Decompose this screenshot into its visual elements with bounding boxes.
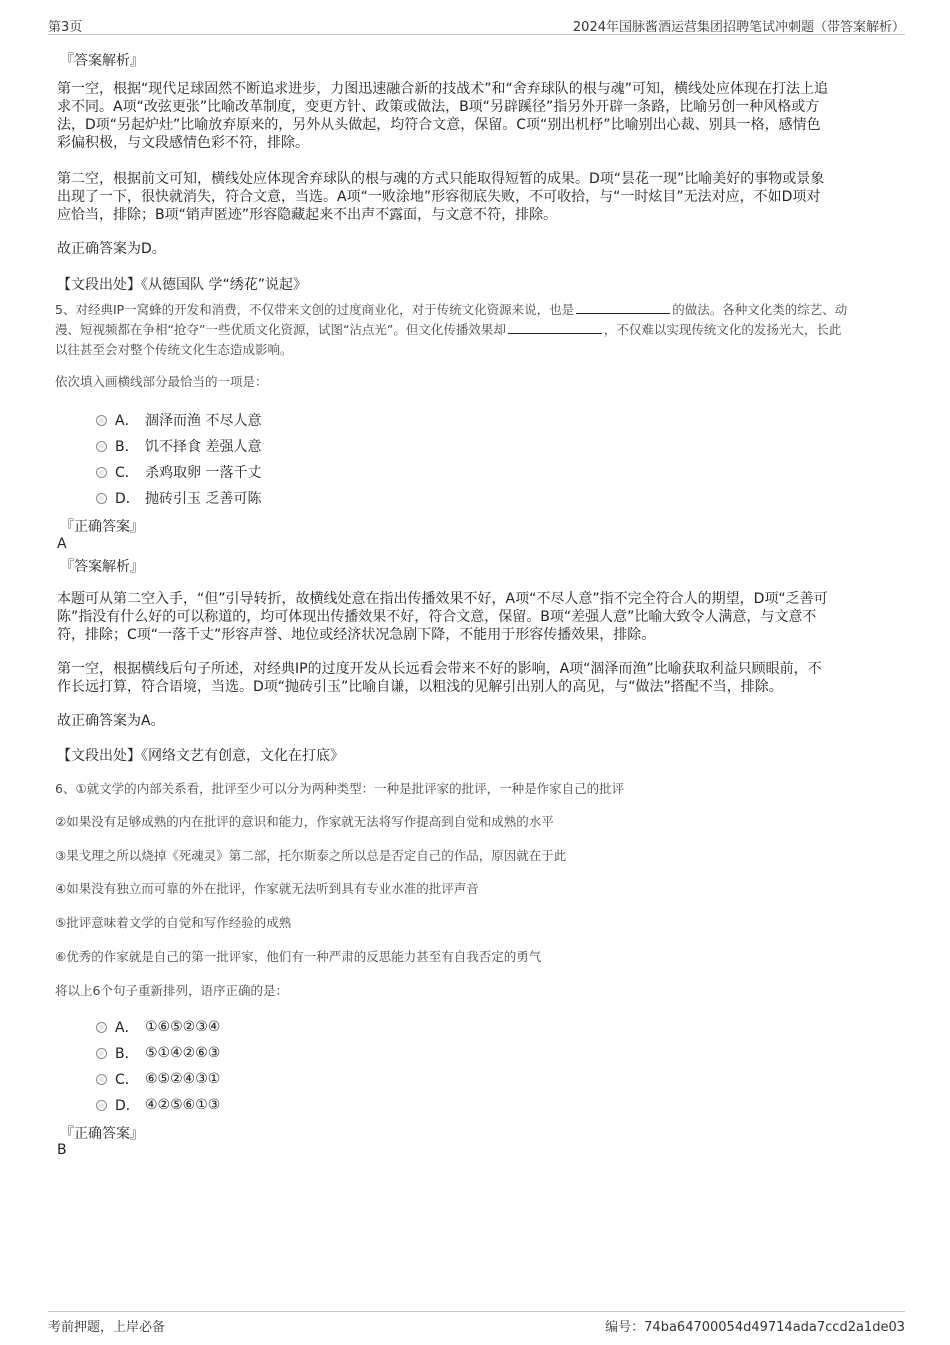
question-instruction: 将以上6个句子重新排列，语序正确的是： — [55, 983, 288, 998]
question-6-sentence-5: ⑤批评意味着文学的自觉和写作经验的成熟 — [55, 915, 292, 930]
radio-icon[interactable] — [96, 415, 107, 426]
question-6-sentence-4: ④如果没有独立而可靠的外在批评，作家就无法听到具有专业水准的批评声音 — [55, 881, 479, 896]
correct-answer-label: 『正确答案』 — [60, 519, 144, 535]
option-c[interactable]: C． 杀鸡取卵 一落千丈 — [96, 462, 261, 482]
document-code: 编号：74ba64700054d49714ada7ccd2a1de03 — [605, 1320, 905, 1335]
text-line: 以往甚至会对整个传统文化生态造成影响。 — [55, 342, 293, 357]
option-b[interactable]: B． 饥不择食 差强人意 — [96, 436, 261, 456]
option-d[interactable]: D． ④②⑤⑥①③ — [96, 1095, 220, 1115]
option-c[interactable]: C． ⑥⑤②④③① — [96, 1069, 220, 1089]
text-line: 应恰当，排除；B项“销声匿迹”形容隐藏起来不出声不露面，与文意不符，排除。 — [57, 207, 558, 223]
correct-answer-value: A — [57, 536, 67, 552]
question-5-stem — [55, 300, 905, 360]
document-title: 2024年国脉酱酒运营集团招聘笔试冲刺题（带答案解析） — [572, 20, 905, 35]
text-line: 出现了一下，很快就消失，符合文意，当选。A项“一败涂地”形容彻底失败，不可收拾，与“一时炫目”无法对应，不如D项对 — [57, 189, 821, 205]
page-number: 第3页 — [48, 20, 83, 35]
analysis-paragraph — [57, 660, 897, 696]
radio-icon[interactable] — [96, 1100, 107, 1111]
option-a[interactable]: A． 涸泽而渔 不尽人意 — [96, 410, 261, 430]
radio-icon[interactable] — [96, 441, 107, 452]
page-header — [48, 12, 905, 35]
question-6-sentence-6: ⑥优秀的作家就是自己的第一批评家，他们有一种严肃的反思能力甚至有自我否定的勇气 — [55, 949, 542, 964]
answer-conclusion — [57, 712, 165, 730]
text-line: 本题可从第二空入手，“但”引导转折，故横线处意在指出传播效果不好，A项“不尽人意”指不完全符合人的期望，D项“乏善可 — [57, 591, 828, 607]
fill-blank — [508, 321, 602, 334]
text-line: 符，排除；C项“一落千丈”形容声誉、地位或经济状况急剧下降，不能用于形容传播效果，排除。 — [57, 627, 656, 643]
source-citation: 【文段出处】《网络文艺有创意，文化在打底》 — [57, 748, 344, 764]
text-line: 漫、短视频都在争相“抢夺”一些优质文化资源，试图“沾点光”。但文化传播效果却 ，不仅难以实现传统文化的发扬光大，长此 — [55, 322, 842, 337]
fill-blank — [576, 301, 670, 314]
footer-slogan: 考前押题，上岸必备 — [48, 1320, 166, 1335]
text-line: 第二空，根据前文可知，横线处应体现舍弃球队的根与魂的方式只能取得短暂的成果。D项“昙花一现”比喻美好的事物或景象 — [57, 171, 825, 187]
correct-answer-value: B — [57, 1142, 67, 1158]
option-d[interactable]: D． 抛砖引玉 乏善可陈 — [96, 488, 261, 508]
text-line: 求不同。A项“改弦更张”比喻改革制度，变更方针、政策或做法，B项“另辟蹊径”指另外开辟一条路，比喻另创一种风格或方 — [57, 99, 820, 115]
radio-icon[interactable] — [96, 493, 107, 504]
question-6-sentence-3: ③果戈理之所以烧掉《死魂灵》第二部，托尔斯泰之所以总是否定自己的作品，原因就在于此 — [55, 848, 567, 863]
analysis-paragraph — [57, 170, 897, 224]
question-6-sentence-2: ②如果没有足够成熟的内在批评的意识和能力，作家就无法将写作提高到自觉和成熟的水平 — [55, 814, 554, 829]
option-b[interactable]: B． ⑤①④②⑥③ — [96, 1043, 220, 1063]
analysis-paragraph — [57, 80, 897, 152]
text-line: 5、对经典IP一窝蜂的开发和消费，不仅带来文创的过度商业化，对于传统文化资源来说，也是 的做法。各种文化类的综艺、动 — [55, 302, 848, 317]
source-citation: 【文段出处】《从德国队 学“绣花”说起》 — [57, 277, 307, 293]
answer-conclusion — [57, 240, 166, 258]
question-instruction: 依次填入画横线部分最恰当的一项是： — [55, 374, 268, 389]
text-line: 第一空，根据“现代足球固然不断追求进步，力图迅速融合新的技战术”和“舍弃球队的根与魂”可知，横线处应体现在打法上追 — [57, 81, 829, 97]
analysis-label: 『答案解析』 — [60, 53, 144, 69]
radio-icon[interactable] — [96, 1074, 107, 1085]
text-line: 陈”指没有什么好的可以称道的，均可体现出传播效果不好，符合文意，保留。B项“差强人意”比喻大致令人满意，与文意不 — [57, 609, 817, 625]
text-line: 彩偏积极，与文段感情色彩不符，排除。 — [57, 135, 309, 151]
correct-answer-label: 『正确答案』 — [60, 1126, 144, 1142]
text-line: 作长远打算，符合语境，当选。D项“抛砖引玉”比喻自谦，以粗浅的见解引出别人的高见，与“做法”搭配不当，排除。 — [57, 679, 783, 695]
question-6-sentence-1: 6、①就文学的内部关系看，批评至少可以分为两种类型：一种是批评家的批评，一种是作家自己的批评 — [55, 781, 625, 796]
radio-icon[interactable] — [96, 467, 107, 478]
page-footer — [48, 1311, 905, 1336]
analysis-paragraph — [57, 590, 897, 644]
text-line: 故正确答案为A。 — [57, 713, 165, 729]
radio-icon[interactable] — [96, 1022, 107, 1033]
text-line: 法，D项“另起炉灶”比喻放弃原来的，另外从头做起，均符合文意，保留。C项“别出机杼”比喻别出心裁、别具一格，感情色 — [57, 117, 821, 133]
option-a[interactable]: A． ①⑥⑤②③④ — [96, 1017, 220, 1037]
radio-icon[interactable] — [96, 1048, 107, 1059]
analysis-label: 『答案解析』 — [60, 559, 144, 575]
text-line: 故正确答案为D。 — [57, 241, 166, 257]
text-line: 第一空，根据横线后句子所述，对经典IP的过度开发从长远看会带来不好的影响，A项“涸泽而渔”比喻获取利益只顾眼前，不 — [57, 661, 822, 677]
